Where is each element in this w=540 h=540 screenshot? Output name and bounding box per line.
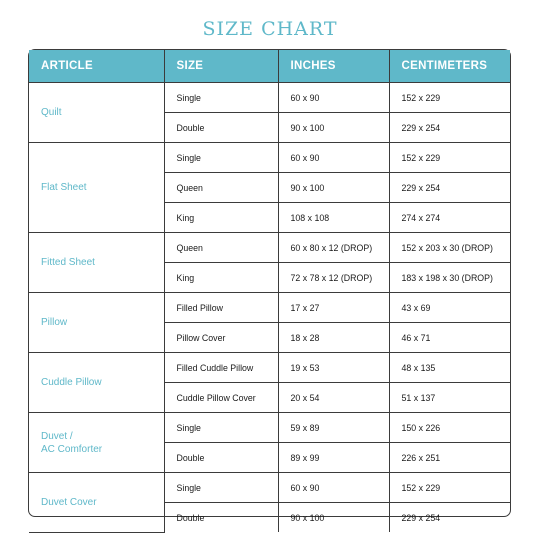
size-cell: Single <box>164 83 278 113</box>
table-row <box>29 353 510 383</box>
article-label: Fitted Sheet <box>41 257 95 268</box>
inches-cell: 60 x 90 <box>278 473 389 503</box>
size-cell: Single <box>164 473 278 503</box>
centimeters-cell: 46 x 71 <box>389 323 510 353</box>
size-cell: Filled Pillow <box>164 293 278 323</box>
article-label: Duvet / <box>41 430 73 442</box>
size-chart-table <box>28 49 511 523</box>
inches-cell: 89 x 99 <box>278 443 389 473</box>
size-cell: Queen <box>164 233 278 263</box>
article-label: Duvet Cover <box>41 496 97 508</box>
article-label: AC Comforter <box>41 443 103 455</box>
centimeters-cell: 43 x 69 <box>389 293 510 323</box>
article-label: Pillow <box>41 317 68 328</box>
header-row <box>29 50 510 83</box>
article-label: Cuddle Pillow <box>41 377 102 388</box>
article-cell <box>29 83 164 143</box>
article-label: Quilt <box>41 107 62 118</box>
centimeters-cell: 274 x 274 <box>389 203 510 233</box>
centimeters-cell: 152 x 229 <box>389 83 510 113</box>
size-cell: Double <box>164 503 278 533</box>
centimeters-cell: 51 x 137 <box>389 383 510 413</box>
centimeters-cell: 229 x 254 <box>389 173 510 203</box>
size-cell: King <box>164 203 278 233</box>
inches-cell: 90 x 100 <box>278 503 389 533</box>
article-cell <box>29 233 164 293</box>
table-row <box>29 413 510 443</box>
size-cell: Pillow Cover <box>164 323 278 353</box>
inches-cell: 18 x 28 <box>278 323 389 353</box>
inches-cell: 108 x 108 <box>278 203 389 233</box>
size-cell: Filled Cuddle Pillow <box>164 353 278 383</box>
inches-cell: 90 x 100 <box>278 173 389 203</box>
centimeters-cell: 152 x 229 <box>389 473 510 503</box>
article-cell <box>29 353 164 413</box>
header-size: SIZE <box>164 50 278 83</box>
inches-cell: 60 x 80 x 12 (DROP) <box>278 233 389 263</box>
inches-cell: 19 x 53 <box>278 353 389 383</box>
size-cell: Single <box>164 143 278 173</box>
centimeters-cell: 150 x 226 <box>389 413 510 443</box>
inches-cell: 17 x 27 <box>278 293 389 323</box>
size-cell: Cuddle Pillow Cover <box>164 383 278 413</box>
size-table <box>29 50 510 533</box>
header-centimeters: CENTIMETERS <box>389 50 510 83</box>
size-cell: Queen <box>164 173 278 203</box>
centimeters-cell: 152 x 203 x 30 (DROP) <box>389 233 510 263</box>
size-cell: Double <box>164 443 278 473</box>
size-cell: Double <box>164 113 278 143</box>
article-label: Flat Sheet <box>41 182 87 193</box>
inches-cell: 20 x 54 <box>278 383 389 413</box>
table-row <box>29 83 510 113</box>
table-row <box>29 233 510 263</box>
table-body <box>29 83 510 533</box>
article-cell <box>29 413 164 473</box>
centimeters-cell: 229 x 254 <box>389 113 510 143</box>
article-cell <box>29 143 164 233</box>
article-cell <box>29 293 164 353</box>
centimeters-cell: 229 x 254 <box>401 512 441 523</box>
inches-cell: 90 x 100 <box>278 113 389 143</box>
article-cell <box>29 473 164 533</box>
table-row <box>29 293 510 323</box>
inches-cell: 60 x 90 <box>278 143 389 173</box>
page-title: SIZE CHART <box>202 18 338 40</box>
size-cell: King <box>164 263 278 293</box>
centimeters-cell: 152 x 229 <box>389 143 510 173</box>
header-inches: INCHES <box>278 50 389 83</box>
centimeters-cell: 226 x 251 <box>389 443 510 473</box>
inches-cell: 59 x 89 <box>278 413 389 443</box>
inches-cell: 60 x 90 <box>278 83 389 113</box>
centimeters-cell: 48 x 135 <box>389 353 510 383</box>
centimeters-cell: 183 x 198 x 30 (DROP) <box>389 263 510 293</box>
table-row <box>29 143 510 173</box>
header-article: ARTICLE <box>29 50 164 83</box>
table-row <box>29 473 510 503</box>
inches-cell: 72 x 78 x 12 (DROP) <box>278 263 389 293</box>
size-cell: Single <box>164 413 278 443</box>
